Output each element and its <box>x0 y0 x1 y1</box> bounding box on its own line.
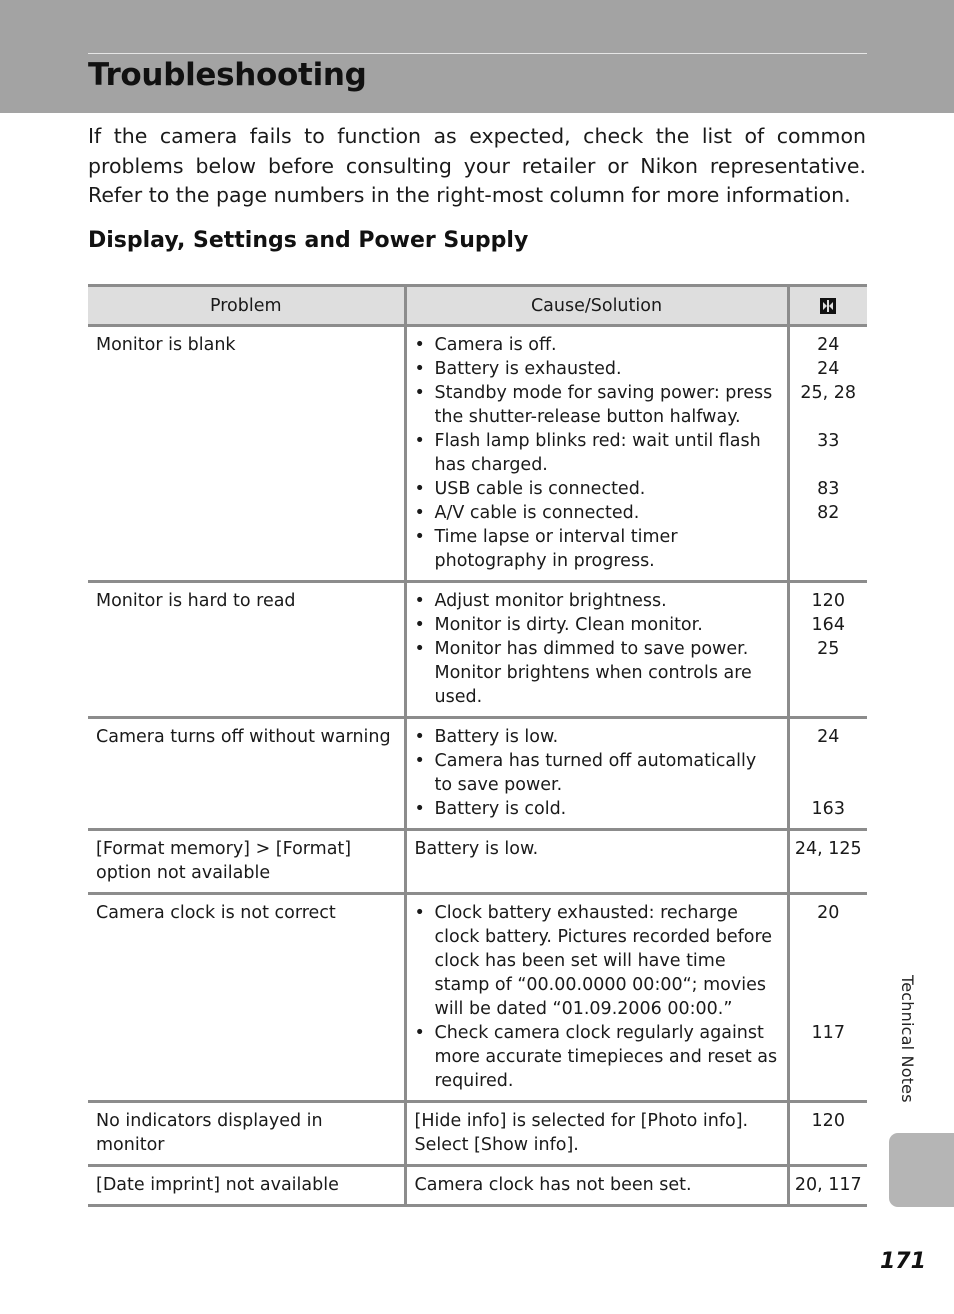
page-cell <box>788 718 867 830</box>
table-row <box>88 830 867 894</box>
page-ref: 24 <box>817 359 840 379</box>
cause-item: • Camera has turned off automatically to save power. <box>414 751 757 795</box>
side-tab-label: Technical Notes <box>898 975 917 1103</box>
table-row <box>88 894 867 1102</box>
column-header-cause: Cause/Solution <box>405 286 788 326</box>
page-ref: 20 <box>817 903 840 923</box>
problem-cell: [Date imprint] not available <box>88 1166 405 1206</box>
section-title: Display, Settings and Power Supply <box>88 228 529 253</box>
header-rule <box>88 53 867 54</box>
cause-item: • USB cable is connected. <box>414 479 646 499</box>
page-ref: 24 <box>817 727 840 747</box>
problem-cell: Monitor is hard to read <box>88 582 405 718</box>
cause-item: • Time lapse or interval timer photography in progress. <box>414 527 678 571</box>
cause-item: • Check camera clock regularly against more accurate timepieces and reset as required. <box>414 1023 778 1091</box>
problem-cell: Monitor is blank <box>88 326 405 582</box>
problem-cell: Camera clock is not correct <box>88 894 405 1102</box>
table-row <box>88 1102 867 1166</box>
cause-item: • Battery is exhausted. <box>414 359 622 379</box>
cause-item: • Battery is low. <box>414 727 559 747</box>
page-ref: 83 <box>817 479 840 499</box>
problem-cell: [Format memory] > [Format] option not available <box>88 830 405 894</box>
troubleshooting-table <box>88 284 867 1207</box>
page-ref: 82 <box>817 503 840 523</box>
page-cell: 20, 117 <box>788 1166 867 1206</box>
table-row <box>88 718 867 830</box>
cause-cell: [Hide info] is selected for [Photo info]. Select [Show info]. <box>405 1102 788 1166</box>
page-title: Troubleshooting <box>88 57 367 93</box>
intro-paragraph: If the camera fails to function as expected, check the list of common problems below before consulting your retailer or Nikon representative. Refer to the page numbers in the right-most column for more information. <box>88 124 866 207</box>
cause-cell <box>405 326 788 582</box>
column-header-page <box>788 286 867 326</box>
side-tab-marker <box>889 1133 954 1207</box>
cause-item: • Adjust monitor brightness. <box>414 591 667 611</box>
page-ref: 120 <box>811 591 845 611</box>
table-row <box>88 1166 867 1206</box>
cause-item: • Camera is off. <box>414 335 557 355</box>
page-ref: 24 <box>817 335 840 355</box>
page-number: 171 <box>880 1249 926 1274</box>
page-cell <box>788 582 867 718</box>
cause-item: • Monitor has dimmed to save power. Monitor brightens when controls are used. <box>414 639 752 707</box>
table-row <box>88 326 867 582</box>
page-cell: 120 <box>788 1102 867 1166</box>
problem-cell: Camera turns off without warning <box>88 718 405 830</box>
problem-cell: No indicators displayed in monitor <box>88 1102 405 1166</box>
page-ref: 164 <box>811 615 845 635</box>
cause-cell <box>405 718 788 830</box>
cause-cell <box>405 582 788 718</box>
page-reference-icon <box>819 297 837 315</box>
cause-cell <box>405 894 788 1102</box>
cause-item: • Flash lamp blinks red: wait until flash has charged. <box>414 431 761 475</box>
table-row <box>88 582 867 718</box>
page-ref: 163 <box>811 799 845 819</box>
cause-item: • Clock battery exhausted: recharge clock battery. Pictures recorded before clock has been set will have time stamp of “00.00.0000 00:00“; movies will be dated “01.09.2006 00:00.” <box>414 903 773 1019</box>
page-cell <box>788 326 867 582</box>
page-ref: 25, 28 <box>800 383 857 403</box>
page-ref: 33 <box>817 431 840 451</box>
cause-item: • Standby mode for saving power: press the shutter-release button halfway. <box>414 383 773 427</box>
cause-item: • A/V cable is connected. <box>414 503 640 523</box>
page-ref: 117 <box>811 1023 845 1043</box>
page-cell: 24, 125 <box>788 830 867 894</box>
cause-cell: Camera clock has not been set. <box>405 1166 788 1206</box>
cause-item: • Monitor is dirty. Clean monitor. <box>414 615 703 635</box>
column-header-problem: Problem <box>88 286 405 326</box>
cause-item: • Battery is cold. <box>414 799 567 819</box>
page-ref: 25 <box>817 639 840 659</box>
page-cell <box>788 894 867 1102</box>
cause-cell: Battery is low. <box>405 830 788 894</box>
table-header-row <box>88 286 867 326</box>
